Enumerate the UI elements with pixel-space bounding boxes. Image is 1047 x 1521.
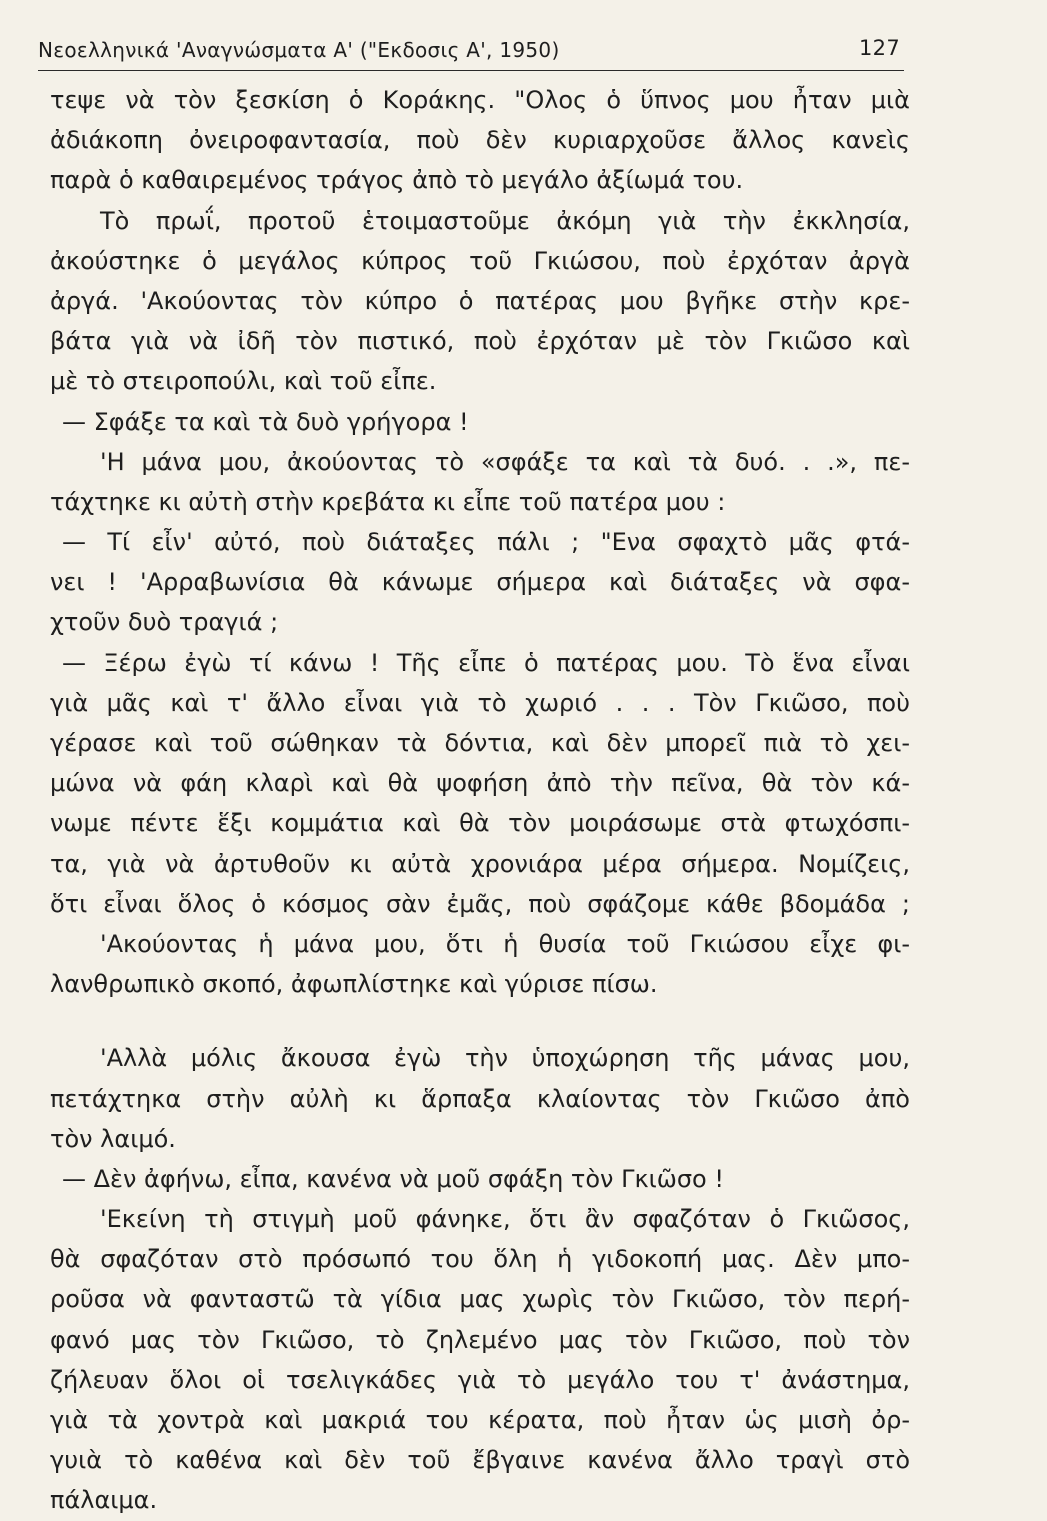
text-line: νωμε πέντε ἕξι κομμάτια καὶ θὰ τὸν μοιράσωμε στὰ φτωχόσπι- bbox=[50, 809, 910, 838]
text-line: ἀδιάκοπη ὀνειροφαντασία, ποὺ δὲν κυριαρχοῦσε ἄλλος κανεὶς bbox=[50, 126, 910, 155]
header-title: Νεοελληνικά 'Αναγνώσματα Α' ("Εκδοσις Α', 1950) bbox=[38, 38, 560, 62]
text-line: ροῦσα νὰ φανταστῶ τὰ γίδια μας χωρὶς τὸν Γκιῶσο, τὸν περή- bbox=[50, 1285, 910, 1314]
text-line: μώνα νὰ φάη κλαρὶ καὶ θὰ ψοφήση ἀπὸ τὴν πεῖνα, θὰ τὸν κά- bbox=[50, 769, 910, 798]
text-line: γιὰ μᾶς καὶ τ' ἄλλο εἶναι γιὰ τὸ χωριό . . . Τὸν Γκιῶσο, ποὺ bbox=[50, 688, 910, 717]
text-line: 'Η μάνα μου, ἀκούοντας τὸ «σφάξε τα καὶ τὰ δυό. . .», πε- bbox=[100, 447, 910, 476]
text-line: 'Αλλὰ μόλις ἄκουσα ἐγὼ τὴν ὑποχώρηση τῆς μάνας μου, bbox=[100, 1044, 910, 1073]
text-line: — Δὲν ἀφήνω, εἶπα, κανένα νὰ μοῦ σφάξη τὸν Γκιῶσο ! bbox=[62, 1164, 724, 1193]
text-line: τάχτηκε κι αὐτὴ στὴν κρεβάτα κι εἶπε τοῦ πατέρα μου : bbox=[50, 487, 726, 516]
text-line: ἀκούστηκε ὁ μεγάλος κύπρος τοῦ Γκιώσου, ποὺ ἐρχόταν ἀργὰ bbox=[50, 246, 910, 275]
text-line: τεψε νὰ τὸν ξεσκίση ὁ Κοράκης. "Ολος ὁ ὕπνος μου ἦταν μιὰ bbox=[50, 86, 910, 114]
text-line: ὅτι εἶναι ὅλος ὁ κόσμος σὰν ἐμᾶς, ποὺ σφάζομε κάθε βδομάδα ; bbox=[50, 889, 910, 918]
text-line: πάλαιμα. bbox=[50, 1486, 158, 1515]
text-line: — Σφάξε τα καὶ τὰ δυὸ γρήγορα ! bbox=[62, 407, 469, 436]
text-line: 'Ακούοντας ἡ μάνα μου, ὅτι ἡ θυσία τοῦ Γκιώσου εἶχε φι- bbox=[100, 929, 910, 958]
text-line: λανθρωπικὸ σκοπό, ἀφωπλίστηκε καὶ γύρισε πίσω. bbox=[50, 970, 658, 999]
text-line: Τὸ πρωΐ, προτοῦ ἑτοιμαστοῦμε ἀκόμη γιὰ τὴν ἐκκλησία, bbox=[100, 206, 910, 235]
text-line: — Τί εἶν' αὐτό, ποὺ διάταξες πάλι ; "Ενα σφαχτὸ μᾶς φτά- bbox=[62, 528, 910, 557]
text-line: τα, γιὰ νὰ ἀρτυθοῦν κι αὐτὰ χρονιάρα μέρα σήμερα. Νομίζεις, bbox=[50, 849, 910, 878]
text-line: γυιὰ τὸ καθένα καὶ δὲν τοῦ ἔβγαινε κανένα ἄλλο τραγὶ στὸ bbox=[50, 1446, 910, 1475]
text-line: νει ! 'Αρραβωνίσια θὰ κάνωμε σήμερα καὶ διάταξες νὰ σφα- bbox=[50, 568, 910, 597]
text-line: φανό μας τὸν Γκιῶσο, τὸ ζηλεμένο μας τὸν Γκιῶσο, ποὺ τὸν bbox=[50, 1325, 910, 1354]
page-number: 127 bbox=[859, 36, 900, 60]
text-line: 'Εκείνη τὴ στιγμὴ μοῦ φάνηκε, ὅτι ἂν σφαζόταν ὁ Γκιῶσος, bbox=[100, 1205, 910, 1234]
text-line: θὰ σφαζόταν στὸ πρόσωπό του ὅλη ἡ γιδοκοπή μας. Δὲν μπο- bbox=[50, 1245, 910, 1274]
text-line: πετάχτηκα στὴν αὐλὴ κι ἅρπαξα κλαίοντας τὸν Γκιῶσο ἀπὸ bbox=[50, 1084, 910, 1113]
text-line: χτοῦν δυὸ τραγιά ; bbox=[50, 608, 279, 637]
text-line: — Ξέρω ἐγὼ τί κάνω ! Τῆς εἶπε ὁ πατέρας μου. Τὸ ἕνα εἶναι bbox=[62, 648, 910, 677]
text-line: βάτα γιὰ νὰ ἰδῆ τὸν πιστικό, ποὺ ἐρχόταν μὲ τὸν Γκιῶσο καὶ bbox=[50, 327, 910, 356]
text-line: ἀργά. 'Ακούοντας τὸν κύπρο ὁ πατέρας μου βγῆκε στὴν κρε- bbox=[50, 286, 910, 315]
text-line: τὸν λαιμό. bbox=[50, 1124, 176, 1153]
text-line: ζήλευαν ὅλοι οἱ τσελιγκάδες γιὰ τὸ μεγάλο του τ' ἀνάστημα, bbox=[50, 1365, 910, 1394]
body-text bbox=[50, 80, 910, 1521]
text-line: μὲ τὸ στειροπούλι, καὶ τοῦ εἶπε. bbox=[50, 367, 437, 396]
running-header bbox=[38, 36, 904, 74]
section-gap bbox=[50, 1004, 910, 1038]
text-line: γέρασε καὶ τοῦ σώθηκαν τὰ δόντια, καὶ δὲν μπορεῖ πιὰ τὸ χει- bbox=[50, 729, 910, 757]
text-line: παρὰ ὁ καθαιρεμένος τράγος ἀπὸ τὸ μεγάλο ἀξίωμά του. bbox=[50, 166, 744, 195]
text-line: γιὰ τὰ χοντρὰ καὶ μακριά του κέρατα, ποὺ ἦταν ὡς μισὴ ὀρ- bbox=[50, 1406, 910, 1434]
header-rule bbox=[38, 70, 904, 71]
